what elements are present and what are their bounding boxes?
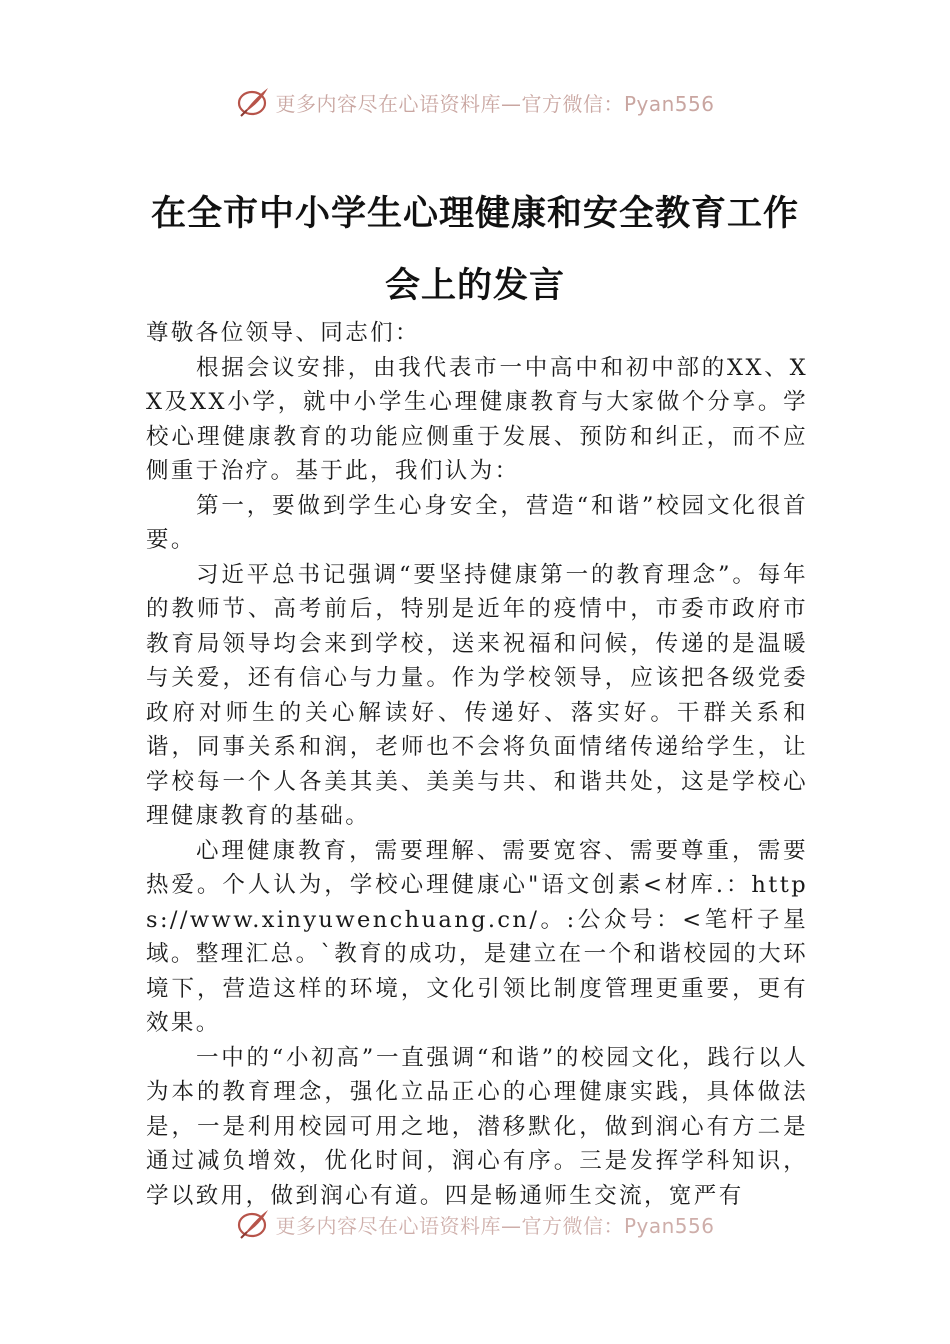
salutation: 尊敬各位领导、同志们： bbox=[146, 320, 420, 346]
paragraph-2: 第一，要做到学生心身安全，营造“和谐”校园文化很首要。 bbox=[146, 492, 808, 553]
paragraph-5: 一中的“小初高”一直强调“和谐”的校园文化，践行以人为本的教育理念，强化立品正心的心理健康实践，具体做法是，一是利用校园可用之地，潜移默化，做到润心有方二是通过减负增效，优化时间，润心有序。三是发挥学科知识，学以致用，做到润心有道。四是畅通师生交流，宽严有 bbox=[146, 1044, 808, 1208]
quill-logo-icon bbox=[235, 84, 271, 120]
document-body bbox=[146, 316, 808, 1208]
page-header bbox=[0, 82, 950, 122]
document-title-line-1: 在全市中小学生心理健康和安全教育工作 bbox=[150, 193, 799, 234]
paragraph-3: 习近平总书记强调“要坚持健康第一的教育理念”。每年的教师节、高考前后，特别是近年的疫情中，市委市政府市教育局领导均会来到学校，送来祝福和问候，传递的是温暖与关爱，还有信心与力量。作为学校领导，应该把各级党委政府对师生的关心解读好、传递好、落实好。干群关系和谐，同事关系和润，老师也不会将负面情绪传递给学生，让学校每一个人各美其美、美美与共、和谐共处，这是学校心理健康教育的基础。 bbox=[146, 561, 808, 829]
footer-brand-text: 更多内容尽在心语资料库—官方微信：Pyan556 bbox=[275, 1213, 715, 1238]
header-brand-text: 更多内容尽在心语资料库—官方微信：Pyan556 bbox=[275, 91, 715, 116]
paragraph-1: 根据会议安排，由我代表市一中高中和初中部的XX、XX及XX小学，就中小学生心理健康教育与大家做个分享。学校心理健康教育的功能应侧重于发展、预防和纠正，而不应侧重于治疗。基于此，我们认为： bbox=[146, 354, 808, 484]
quill-logo-icon bbox=[235, 1206, 271, 1242]
paragraph-4: 心理健康教育，需要理解、需要宽容、需要尊重，需要热爱。个人认为，学校心理健康心"语文创素<材库.：https://www.xinyuwenchuang.cn/。:公众号：<笔杆子星域。整理汇总。`教育的成功，是建立在一个和谐校园的大环境下，营造这样的环境，文化引领比制度管理更重要，更有效果。 bbox=[146, 837, 808, 1036]
document-title-line-2: 会上的发言 bbox=[384, 265, 565, 306]
page-footer bbox=[0, 1206, 950, 1242]
